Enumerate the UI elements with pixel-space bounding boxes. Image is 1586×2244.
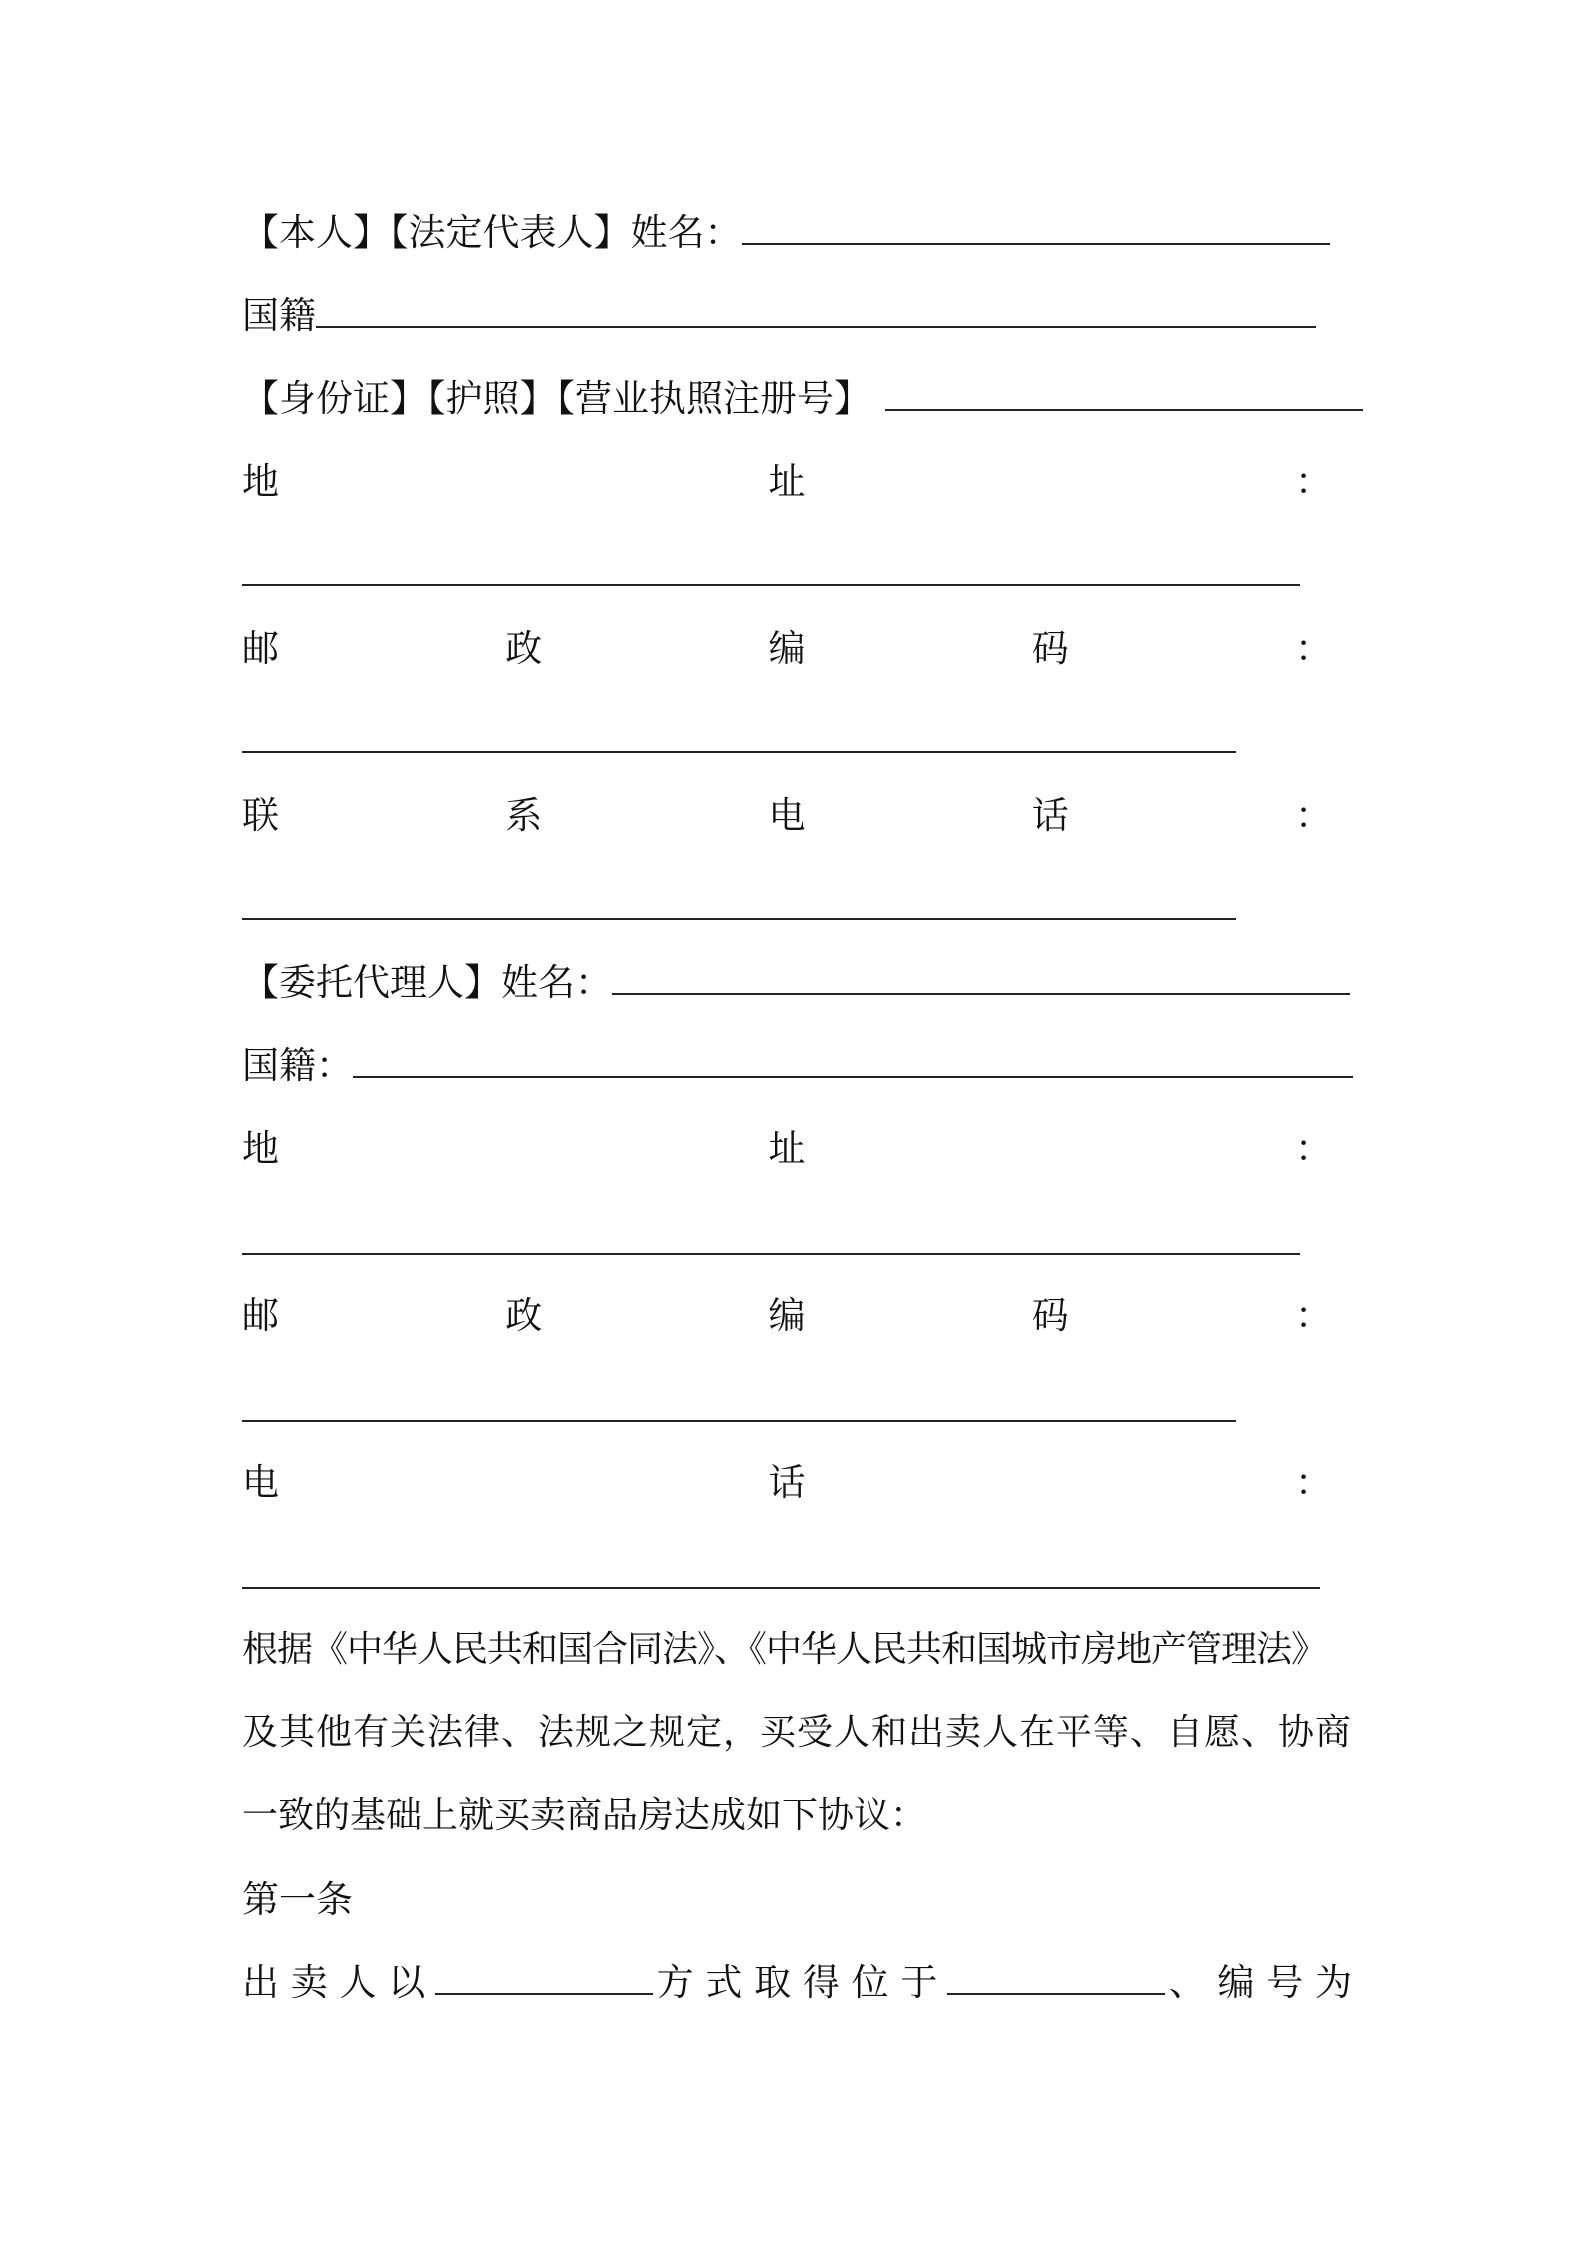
party-id-field[interactable] bbox=[885, 403, 1363, 411]
party-nationality-row bbox=[242, 294, 1316, 337]
article-1-text-1: 出 卖 人 以 bbox=[242, 1961, 426, 2004]
party-phone-label: 联 系 电 话 ： bbox=[242, 794, 1332, 837]
party-id-row bbox=[242, 377, 1363, 420]
article-1-line-1 bbox=[242, 1961, 1352, 2004]
agent-nationality-field[interactable] bbox=[353, 1070, 1353, 1078]
agent-postcode-label: 邮 政 编 码 ： bbox=[242, 1294, 1332, 1337]
agent-nationality-row bbox=[242, 1044, 1353, 1087]
preamble-line-2: 及其他有关法律、法规之规定，买受人和出卖人在平等、自愿、协商 bbox=[242, 1712, 1353, 1753]
party-name-field[interactable] bbox=[742, 237, 1330, 245]
article-1-text-2: 方 式 取 得 位 于 bbox=[656, 1961, 938, 2004]
location-field[interactable] bbox=[947, 1987, 1164, 1995]
agent-nationality-label: 国籍： bbox=[242, 1044, 353, 1087]
article-1-heading: 第一条 bbox=[242, 1878, 353, 1921]
party-address-field[interactable] bbox=[242, 584, 1300, 586]
agent-name-label: 【委托代理人】姓名： bbox=[242, 961, 612, 1004]
agent-address-label: 地 址 ： bbox=[242, 1127, 1332, 1170]
party-postcode-label: 邮 政 编 码 ： bbox=[242, 627, 1332, 670]
agent-postcode-field[interactable] bbox=[242, 1420, 1236, 1422]
agent-name-row bbox=[242, 961, 1350, 1004]
preamble-line-1: 根据《中华人民共和国合同法》、《中华人民共和国城市房地产管理法》 bbox=[242, 1629, 1327, 1670]
party-nationality-label: 国籍 bbox=[242, 294, 316, 337]
preamble-line-3: 一致的基础上就买卖商品房达成如下协议： bbox=[242, 1795, 927, 1836]
agent-name-field[interactable] bbox=[612, 987, 1350, 995]
agent-phone-label: 电 话 ： bbox=[242, 1461, 1332, 1504]
party-nationality-field[interactable] bbox=[316, 320, 1316, 328]
party-phone-field[interactable] bbox=[242, 918, 1236, 920]
article-1-text-3: 、 编 号 为 bbox=[1168, 1961, 1352, 2004]
party-name-label: 【本人】【法定代表人】姓名： bbox=[242, 211, 742, 254]
agent-address-field[interactable] bbox=[242, 1253, 1300, 1255]
party-address-label: 地 址 ： bbox=[242, 460, 1332, 503]
party-postcode-field[interactable] bbox=[242, 751, 1236, 753]
agent-phone-field[interactable] bbox=[242, 1587, 1320, 1589]
party-id-label: 【身份证】【护照】【营业执照注册号】 bbox=[242, 377, 871, 420]
party-name-row bbox=[242, 211, 1330, 254]
acquisition-method-field[interactable] bbox=[435, 1987, 652, 1995]
